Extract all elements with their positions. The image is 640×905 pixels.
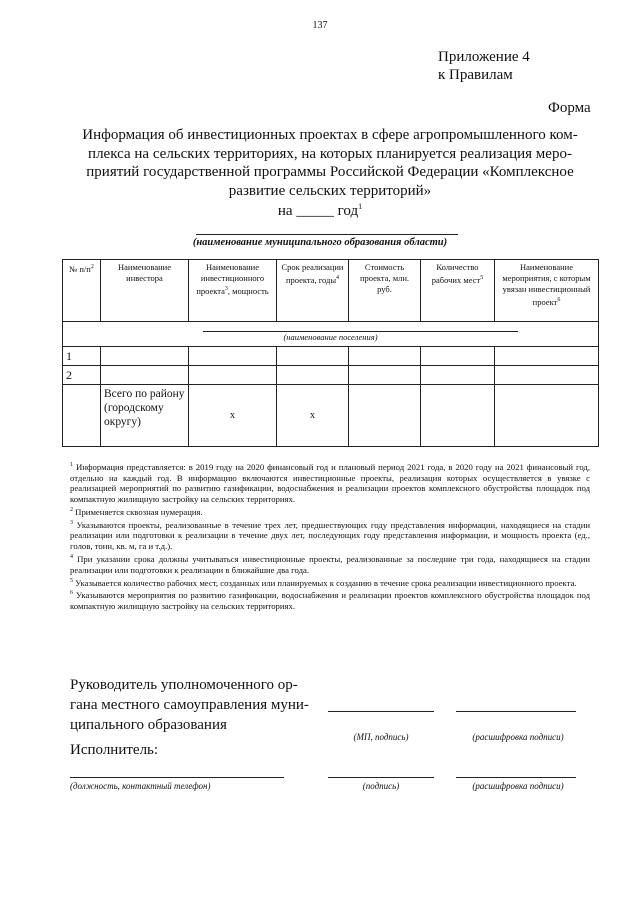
appendix-line-2: к Правилам xyxy=(438,67,513,83)
footnotes xyxy=(70,460,590,612)
row-number: 2 xyxy=(63,366,101,385)
appendix-header xyxy=(438,48,530,84)
total-x-term: х xyxy=(277,385,349,447)
col-header-number: № $п/п^2$ xyxy=(63,260,101,322)
settlement-row xyxy=(63,322,599,347)
footnote-4: $^4$ При указании срока должны учитываться инвестиционные проекты, реализованные за последние три года, находящиеся на стадии реализации или подготовки к реализации в ближайшие два года. xyxy=(70,553,590,575)
footnote-6: $^6$ Указываются мероприятия по развитию газификации, водоснабжения и реализации проектов комплексного обустройства площадок под компактную жилищную застройку на сельских территориях. xyxy=(70,590,590,611)
executor-label: Исполнитель: xyxy=(70,742,159,758)
investment-table xyxy=(62,259,599,447)
stamp-caption: (МП, подпись) xyxy=(353,732,409,742)
title-line-2: плекса на сельских территориях, на которых планируется реализация меро- xyxy=(88,145,572,162)
table-header-row xyxy=(63,260,599,322)
footnote-1: $^1$ Информация представляется: в 2019 году на 2020 финансовый год и плановый период 2021 года, в 2020 году на 2021 финансовый год, отдельно на каждый год. В информацию включаются инвестиционные проекты, реализация которых осуществляется в увязке с реализацией мероприятий по развитию газификации, водоснабжения и реализации проектов комплексного обустройства площадок под компактную жилищную застройку на сельских территориях. xyxy=(70,461,591,505)
col-header-cost: Стоимость проекта, млн. руб. xyxy=(349,260,421,322)
municipality-caption: (наименование муниципального образования области) xyxy=(192,237,448,248)
settlement-caption: (наименование поселения) xyxy=(283,332,378,342)
table-row xyxy=(63,366,599,385)
municipality-line xyxy=(196,234,458,235)
executor-decode-caption: (расшифровка подписи) xyxy=(472,781,564,791)
position-line xyxy=(70,777,284,778)
total-x-project: х xyxy=(189,385,277,447)
col-header-investor: Наименование инвестора xyxy=(101,260,189,322)
head-signature-title: Руководитель уполномоченного ор- гана местного самоуправления муни- ципального образования xyxy=(70,677,309,733)
sign-caption: (подпись) xyxy=(362,781,400,791)
title-line-3: приятий государственной программы Российской Федерации «Комплексное xyxy=(86,164,574,180)
decode-caption: (расшифровка подписи) xyxy=(472,732,564,742)
for-year-footnote: 1 xyxy=(358,202,363,211)
position-caption: (должность, контактный телефон) xyxy=(70,781,211,791)
footnote-3: $^3$ Указываются проекты, реализованные в течение трех лет, предшествующих году представления информации, находящиеся на стадии реализации или подготовки к реализации в течение двух лет, последующих году представления информации, и мощность проекта (ед., голов, тонн, кв. м, га и т.д.). xyxy=(70,519,590,552)
for-year xyxy=(0,202,640,220)
decode-signature-line xyxy=(456,711,576,712)
for-year-suffix: год xyxy=(337,203,359,219)
stamp-signature-line xyxy=(328,711,434,712)
executor-sign-line xyxy=(328,777,434,778)
col-header-jobs: Количество рабочих мест$^5$ xyxy=(421,260,495,322)
footnote-2: $^2$ Применяется сквозная нумерация. xyxy=(70,506,203,517)
row-number: 1 xyxy=(63,347,101,366)
total-label: Всего по району (городскому округу) xyxy=(101,385,189,447)
executor-decode-line xyxy=(456,777,576,778)
col-header-term: Срок реализации проекта, годы$^4$ xyxy=(277,260,349,322)
appendix-line-1: Приложение 4 xyxy=(438,49,530,65)
col-header-measure: Наименование мероприятия, с которым увязан инвестиционный проект$^6$ xyxy=(495,260,599,322)
total-row xyxy=(63,385,599,447)
title-line-1: Информация об инвестиционных проектах в сфере агропромышленного ком- xyxy=(82,127,578,143)
title-line-4: развитие сельских территорий» xyxy=(228,182,432,199)
footnote-5: $^5$ Указывается количество рабочих мест, созданных или планируемых к созданию в течение срока реализации инвестиционного проекта. xyxy=(70,577,577,588)
document-title xyxy=(70,126,590,200)
table-row xyxy=(63,347,599,366)
col-header-project: Наименование инвестиционного проекта$^3$, мощность xyxy=(189,260,277,322)
page-number: 137 xyxy=(312,20,328,31)
for-year-prefix: на xyxy=(277,203,293,219)
for-year-blank: _____ xyxy=(296,203,334,219)
form-label: Форма xyxy=(548,100,591,116)
